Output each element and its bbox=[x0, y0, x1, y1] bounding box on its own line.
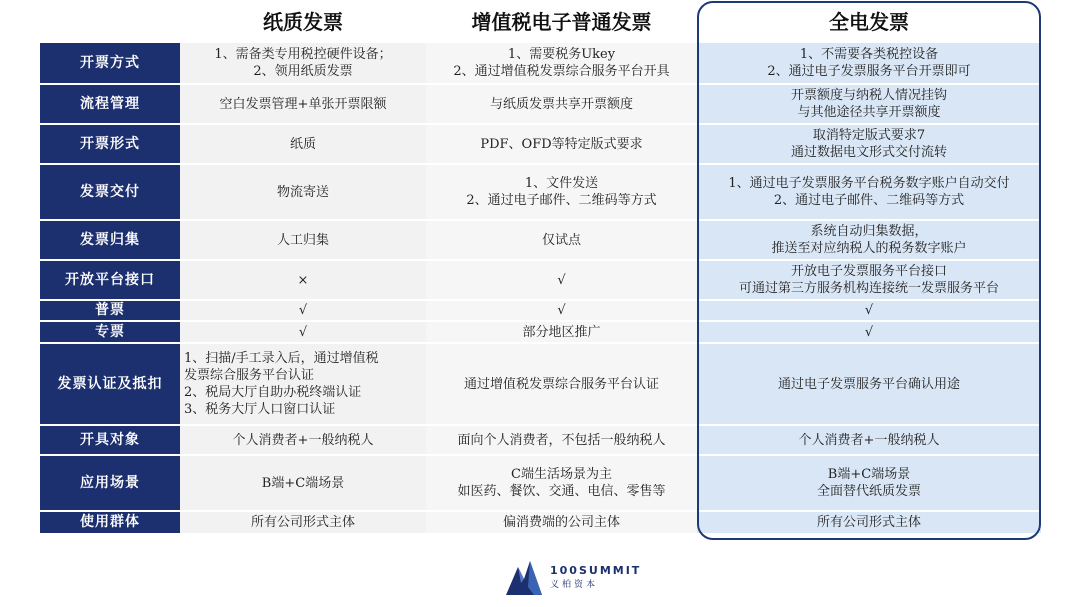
table-cell: 1、需要税务Ukey 2、通过增值税发票综合服务平台开具 bbox=[426, 43, 697, 83]
table-cell: √ bbox=[180, 301, 426, 320]
table-cell: 1、文件发送 2、通过电子邮件、二维码等方式 bbox=[426, 165, 697, 219]
table-cell: 通过电子发票服务平台确认用途 bbox=[697, 344, 1041, 424]
table-cell: 通过增值税发票综合服务平台认证 bbox=[426, 344, 697, 424]
table-row bbox=[40, 261, 1041, 299]
table-cell: 部分地区推广 bbox=[426, 322, 697, 342]
table-cell: 仅试点 bbox=[426, 221, 697, 259]
table-cell: PDF、OFD等特定版式要求 bbox=[426, 125, 697, 163]
table-cell: 纸质 bbox=[180, 125, 426, 163]
row-header: 开票形式 bbox=[40, 125, 180, 163]
table-row bbox=[40, 512, 1041, 533]
table-row bbox=[40, 322, 1041, 342]
table-row bbox=[40, 456, 1041, 510]
table-row bbox=[40, 43, 1041, 83]
table-cell: √ bbox=[697, 301, 1041, 320]
row-header: 使用群体 bbox=[40, 512, 180, 533]
table-cell: × bbox=[180, 261, 426, 299]
table-row bbox=[40, 125, 1041, 163]
mountain-logo-icon bbox=[504, 557, 544, 597]
table-cell: 1、通过电子发票服务平台税务数字账户自动交付 2、通过电子邮件、二维码等方式 bbox=[697, 165, 1041, 219]
row-header: 普票 bbox=[40, 301, 180, 320]
table-cell: 所有公司形式主体 bbox=[180, 512, 426, 533]
table-cell: 偏消费端的公司主体 bbox=[426, 512, 697, 533]
table-row bbox=[40, 85, 1041, 123]
table-cell: 1、扫描/手工录入后，通过增值税 发票综合服务平台认证 2、税局大厅自助办税终端认证 3、税务大厅人口窗口认证 bbox=[180, 344, 426, 424]
column-header-paper: 纸质发票 bbox=[263, 9, 343, 34]
table-cell: √ bbox=[180, 322, 426, 342]
column-header-vat-electronic: 增值税电子普通发票 bbox=[471, 9, 652, 34]
table-row bbox=[40, 165, 1041, 219]
row-header: 发票认证及抵扣 bbox=[40, 344, 180, 424]
table-row bbox=[40, 221, 1041, 259]
table-cell: 个人消费者+一般纳税人 bbox=[697, 426, 1041, 454]
table-cell: B端+C端场景 bbox=[180, 456, 426, 510]
table-row bbox=[40, 426, 1041, 454]
table-cell: 开放电子发票服务平台接口 可通过第三方服务机构连接统一发票服务平台 bbox=[697, 261, 1041, 299]
row-header: 开放平台接口 bbox=[40, 261, 180, 299]
table-cell: 与纸质发票共享开票额度 bbox=[426, 85, 697, 123]
table-cell: 系统自动归集数据， 推送至对应纳税人的税务数字账户 bbox=[697, 221, 1041, 259]
brand-logo bbox=[504, 557, 641, 597]
table-cell: 个人消费者+一般纳税人 bbox=[180, 426, 426, 454]
table-cell: 面向个人消费者，不包括一般纳税人 bbox=[426, 426, 697, 454]
comparison-table bbox=[40, 41, 1041, 535]
table-cell: 取消特定版式要求7 通过数据电文形式交付流转 bbox=[697, 125, 1041, 163]
row-header: 开票方式 bbox=[40, 43, 180, 83]
table-cell: √ bbox=[426, 301, 697, 320]
logo-text-en: 100SUMMIT bbox=[550, 564, 642, 577]
row-header: 发票归集 bbox=[40, 221, 180, 259]
row-header: 开具对象 bbox=[40, 426, 180, 454]
table-cell: 物流寄送 bbox=[180, 165, 426, 219]
row-header: 应用场景 bbox=[40, 456, 180, 510]
logo-text-cn: 义柏资本 bbox=[550, 580, 599, 590]
table-cell: C端生活场景为主 如医药、餐饮、交通、电信、零售等 bbox=[426, 456, 697, 510]
table-cell: 开票额度与纳税人情况挂钩 与其他途径共享开票额度 bbox=[697, 85, 1041, 123]
table-cell: B端+C端场景 全面替代纸质发票 bbox=[697, 456, 1041, 510]
table-cell: √ bbox=[697, 322, 1041, 342]
table-cell: 1、需备类专用税控硬件设备； 2、领用纸质发票 bbox=[180, 43, 426, 83]
table-cell: 人工归集 bbox=[180, 221, 426, 259]
row-header: 流程管理 bbox=[40, 85, 180, 123]
table-row bbox=[40, 344, 1041, 424]
table-cell: 1、不需要各类税控设备 2、通过电子发票服务平台开票即可 bbox=[697, 43, 1041, 83]
table-row bbox=[40, 301, 1041, 320]
table-cell: 所有公司形式主体 bbox=[697, 512, 1041, 533]
table-cell: √ bbox=[426, 261, 697, 299]
row-header: 专票 bbox=[40, 322, 180, 342]
table-cell: 空白发票管理+单张开票限额 bbox=[180, 85, 426, 123]
column-header-full-electronic: 全电发票 bbox=[829, 9, 909, 34]
row-header: 发票交付 bbox=[40, 165, 180, 219]
